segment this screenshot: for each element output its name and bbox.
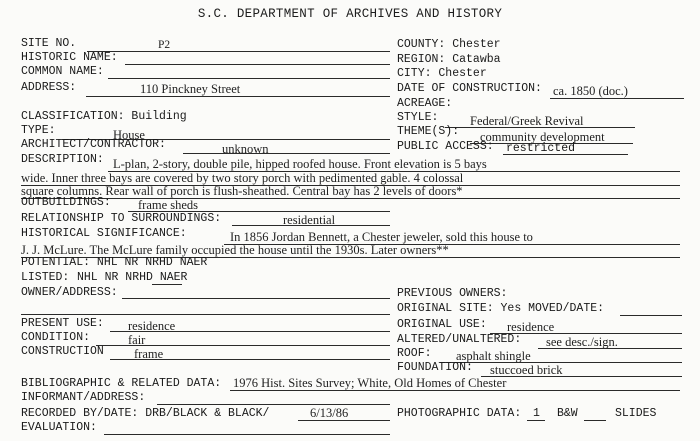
potential-label: POTENTIAL: NHL NR NRHD NAER xyxy=(21,256,208,269)
significance-label: HISTORICAL SIGNIFICANCE: xyxy=(21,227,187,240)
description-underline-3 xyxy=(21,198,680,199)
address-line xyxy=(86,96,390,97)
theme-label: THEME(S): xyxy=(397,125,460,138)
evaluation-label: EVALUATION: xyxy=(21,421,97,434)
original-site-label: ORIGINAL SITE: Yes MOVED/DATE: xyxy=(397,302,605,315)
original-use-value: residence xyxy=(507,320,555,334)
recorded-by-label: RECORDED BY/DATE: DRB/BLACK & BLACK/ xyxy=(21,407,270,420)
date-of-construction-value: ca. 1850 (doc.) xyxy=(553,84,628,98)
form-header: S.C. DEPARTMENT OF ARCHIVES AND HISTORY xyxy=(197,7,503,21)
theme-value: community development xyxy=(480,130,605,144)
photographic-count-line xyxy=(527,420,545,421)
public-access-line xyxy=(503,154,628,155)
site-no-label: SITE NO. xyxy=(21,37,77,50)
historic-name-label: HISTORIC NAME: xyxy=(21,51,118,64)
outbuildings-label: OUTBUILDINGS: xyxy=(21,196,111,209)
significance-line-1: In 1856 Jordan Bennett, a Chester jeweler, sold this house to xyxy=(230,230,533,244)
description-line-1: L-plan, 2-story, double pile, hipped roofed house. Front elevation is 5 bays xyxy=(113,157,487,171)
condition-label: CONDITION: xyxy=(21,331,91,344)
altered-value: see desc./sign. xyxy=(546,335,618,349)
description-line-3: square columns. Rear wall of porch is flush-sheathed. Central bay has 2 levels of doors* xyxy=(21,184,463,198)
common-name-label: COMMON NAME: xyxy=(21,65,104,78)
informant-line xyxy=(157,404,390,405)
altered-label: ALTERED/UNALTERED: xyxy=(397,333,522,346)
outbuildings-value: frame sheds xyxy=(138,198,199,212)
recorded-by-date: 6/13/86 xyxy=(310,406,349,420)
date-of-construction-label: DATE OF CONSTRUCTION: xyxy=(397,82,542,95)
recorded-by-line xyxy=(298,420,390,421)
altered-line xyxy=(538,348,682,349)
relationship-label: RELATIONSHIP TO SURROUNDINGS: xyxy=(21,212,222,225)
relationship-value: residential xyxy=(283,213,336,227)
description-label: DESCRIPTION: xyxy=(21,153,104,166)
foundation-line xyxy=(481,376,682,377)
historic-name-line xyxy=(125,64,390,65)
listed-nrhd-underline xyxy=(152,284,182,285)
address-label: ADDRESS: xyxy=(21,81,77,94)
common-name-line xyxy=(108,78,390,79)
bibliographic-value: 1976 Hist. Sites Survey; White, Old Homes of Chester xyxy=(233,376,507,390)
classification-label: CLASSIFICATION: Building xyxy=(21,110,187,123)
construction-line xyxy=(110,359,390,360)
address-value: 110 Pinckney Street xyxy=(140,82,241,96)
architect-label: ARCHITECT/CONTRACTOR: xyxy=(21,138,166,151)
bibliographic-line xyxy=(230,390,680,391)
style-line xyxy=(445,127,635,128)
photographic-label: PHOTOGRAPHIC DATA: xyxy=(397,407,522,420)
bibliographic-label: BIBLIOGRAPHIC & RELATED DATA: xyxy=(21,377,222,390)
original-use-label: ORIGINAL USE: xyxy=(397,318,487,331)
architect-line xyxy=(183,153,390,154)
condition-line xyxy=(96,345,390,346)
previous-owners-label: PREVIOUS OWNERS: xyxy=(397,287,508,300)
owner-line xyxy=(122,298,390,299)
moved-date-line xyxy=(620,315,682,316)
public-access-value: restricted xyxy=(506,142,576,155)
description-line-2: wide. Inner three bays are covered by two story porch with pedimented gable. 4 colossal xyxy=(21,171,464,185)
informant-label: INFORMANT/ADDRESS: xyxy=(21,391,146,404)
owner-label: OWNER/ADDRESS: xyxy=(21,286,118,299)
listed-values: NHL NR NRHD NAER xyxy=(77,271,188,284)
acreage-label: ACREAGE: xyxy=(397,97,453,110)
construction-value: frame xyxy=(134,347,164,361)
type-value: House xyxy=(113,128,145,142)
public-access-label: PUBLIC ACCESS: xyxy=(397,140,494,153)
significance-line-2: J. J. McLure. The McLure family occupied the house until the 1930s. Later owners** xyxy=(21,243,449,257)
region-label: REGION: Catawba xyxy=(397,53,501,66)
city-label: CITY: Chester xyxy=(397,67,487,80)
architect-value: unknown xyxy=(222,142,269,156)
roof-label: ROOF: xyxy=(397,347,432,360)
roof-value: asphalt shingle xyxy=(456,349,531,363)
owner-extra-line xyxy=(21,314,390,315)
relationship-line xyxy=(232,225,390,226)
style-label: STYLE: xyxy=(397,111,439,124)
condition-value: fair xyxy=(128,333,146,347)
date-of-construction-line xyxy=(550,98,684,99)
county-label: COUNTY: Chester xyxy=(397,38,501,51)
photographic-slides: SLIDES xyxy=(615,407,657,420)
foundation-label: FOUNDATION: xyxy=(397,361,473,374)
foundation-value: stuccoed brick xyxy=(490,363,563,377)
present-use-value: residence xyxy=(128,319,176,333)
photographic-slides-line xyxy=(584,420,606,421)
style-value: Federal/Greek Revival xyxy=(470,114,584,128)
site-no-line xyxy=(87,51,390,52)
photographic-bw: B&W xyxy=(557,407,578,420)
listed-label: LISTED: xyxy=(21,271,70,284)
photographic-count: 1 xyxy=(533,407,540,420)
present-use-line xyxy=(110,331,390,332)
evaluation-line xyxy=(104,434,390,435)
site-no-value: P2 xyxy=(158,39,171,51)
type-label: TYPE: xyxy=(21,124,56,137)
present-use-label: PRESENT USE: xyxy=(21,317,104,330)
construction-label: CONSTRUCTION xyxy=(21,345,104,358)
